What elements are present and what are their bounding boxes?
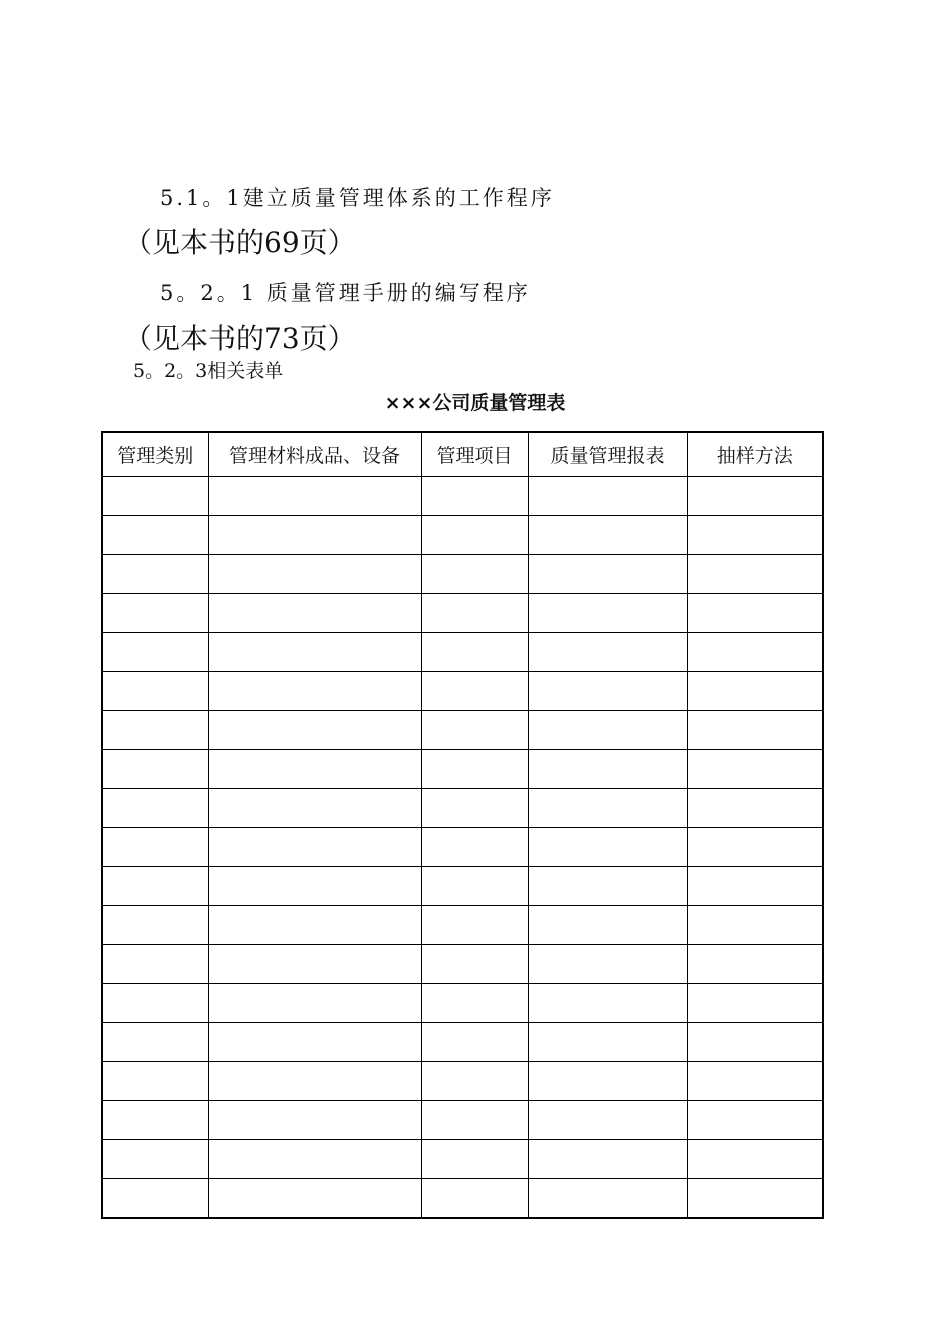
table-cell [687, 1101, 823, 1140]
table-row [102, 906, 823, 945]
table-cell [102, 867, 208, 906]
table-cell [102, 633, 208, 672]
table-cell [687, 1179, 823, 1219]
table-row [102, 1023, 823, 1062]
table-cell [421, 750, 528, 789]
column-header-management-category: 管理类别 [102, 432, 208, 477]
table-cell [687, 1140, 823, 1179]
table-title: ×××公司质量管理表 [384, 392, 566, 414]
section-5-2-3-heading: 5。2。3相关表单 [133, 360, 284, 382]
table-cell [208, 945, 421, 984]
table-cell [102, 711, 208, 750]
table-cell [687, 828, 823, 867]
table-cell [208, 477, 421, 516]
table-cell [421, 828, 528, 867]
table-cell [421, 711, 528, 750]
table-cell [421, 1179, 528, 1219]
table-cell [102, 594, 208, 633]
column-header-management-item: 管理项目 [421, 432, 528, 477]
table-cell [687, 906, 823, 945]
table-cell [102, 1179, 208, 1219]
table-row [102, 594, 823, 633]
table-cell [208, 1140, 421, 1179]
table-cell [421, 1062, 528, 1101]
table-row [102, 750, 823, 789]
table-cell [528, 984, 687, 1023]
table-header-row [102, 432, 823, 477]
table-row [102, 516, 823, 555]
table-cell [528, 789, 687, 828]
table-cell [102, 906, 208, 945]
table-cell [102, 672, 208, 711]
table-body [102, 477, 823, 1219]
table-cell [421, 945, 528, 984]
table-cell [208, 633, 421, 672]
table-cell [687, 711, 823, 750]
table-cell [528, 672, 687, 711]
table-cell [528, 906, 687, 945]
table-cell [208, 1101, 421, 1140]
table-cell [528, 1101, 687, 1140]
table-cell [528, 516, 687, 555]
table-cell [687, 750, 823, 789]
table-row [102, 1101, 823, 1140]
table-cell [208, 984, 421, 1023]
table-cell [421, 477, 528, 516]
table-cell [528, 711, 687, 750]
table-cell [208, 789, 421, 828]
table-cell [102, 477, 208, 516]
table-row [102, 633, 823, 672]
table-cell [421, 789, 528, 828]
table-cell [421, 555, 528, 594]
table-cell [208, 906, 421, 945]
table-cell [421, 984, 528, 1023]
table-cell [687, 672, 823, 711]
table-cell [102, 1062, 208, 1101]
table-cell [528, 945, 687, 984]
table-cell [208, 750, 421, 789]
table-cell [102, 1101, 208, 1140]
table-cell [528, 1179, 687, 1219]
column-header-sampling-method: 抽样方法 [687, 432, 823, 477]
section-5-1-1-page-reference: （见本书的69页） [124, 226, 356, 259]
table-cell [421, 1101, 528, 1140]
table-cell [208, 1179, 421, 1219]
table-cell [687, 555, 823, 594]
table-cell [528, 594, 687, 633]
table-cell [208, 672, 421, 711]
table-cell [528, 828, 687, 867]
table-row [102, 1062, 823, 1101]
table-cell [687, 594, 823, 633]
table-cell [102, 750, 208, 789]
table-cell [102, 789, 208, 828]
table-cell [687, 1023, 823, 1062]
table-cell [102, 1140, 208, 1179]
section-5-2-1-page-reference: （见本书的73页） [124, 322, 356, 355]
table-row [102, 867, 823, 906]
table-cell [421, 867, 528, 906]
table-cell [102, 945, 208, 984]
table-row [102, 672, 823, 711]
table-cell [421, 1140, 528, 1179]
table-cell [528, 1140, 687, 1179]
table-cell [687, 1062, 823, 1101]
table-cell [421, 906, 528, 945]
table-cell [208, 867, 421, 906]
column-header-quality-report: 质量管理报表 [528, 432, 687, 477]
table-cell [687, 984, 823, 1023]
table-cell [421, 672, 528, 711]
table-row [102, 828, 823, 867]
table-cell [102, 516, 208, 555]
table-cell [421, 1023, 528, 1062]
table-cell [528, 1023, 687, 1062]
table-cell [687, 516, 823, 555]
table-cell [102, 1023, 208, 1062]
table-cell [208, 555, 421, 594]
table-cell [528, 1062, 687, 1101]
table-cell [208, 594, 421, 633]
table-cell [102, 828, 208, 867]
table-cell [687, 945, 823, 984]
table-cell [208, 828, 421, 867]
table-cell [687, 477, 823, 516]
quality-management-table [101, 431, 824, 1219]
table-row [102, 945, 823, 984]
table-row [102, 555, 823, 594]
table-cell [687, 789, 823, 828]
table-row [102, 789, 823, 828]
table-cell [687, 633, 823, 672]
table-cell [528, 633, 687, 672]
table-cell [102, 555, 208, 594]
table-cell [421, 594, 528, 633]
table-cell [421, 516, 528, 555]
table-row [102, 1140, 823, 1179]
table-cell [208, 1023, 421, 1062]
table-cell [528, 750, 687, 789]
table-row [102, 1179, 823, 1219]
column-header-materials-products-equipment: 管理材料成品、设备 [208, 432, 421, 477]
table-cell [102, 984, 208, 1023]
section-5-2-1-heading: 5。2。1 质量管理手册的编写程序 [160, 281, 531, 305]
table-cell [421, 633, 528, 672]
table-cell [208, 1062, 421, 1101]
table-cell [208, 516, 421, 555]
table-cell [528, 555, 687, 594]
table-cell [687, 867, 823, 906]
table-cell [208, 711, 421, 750]
table-cell [528, 867, 687, 906]
table-cell [528, 477, 687, 516]
table-row [102, 711, 823, 750]
table-row [102, 984, 823, 1023]
table-row [102, 477, 823, 516]
section-5-1-1-heading: 5.1。1建立质量管理体系的工作程序 [160, 186, 555, 210]
